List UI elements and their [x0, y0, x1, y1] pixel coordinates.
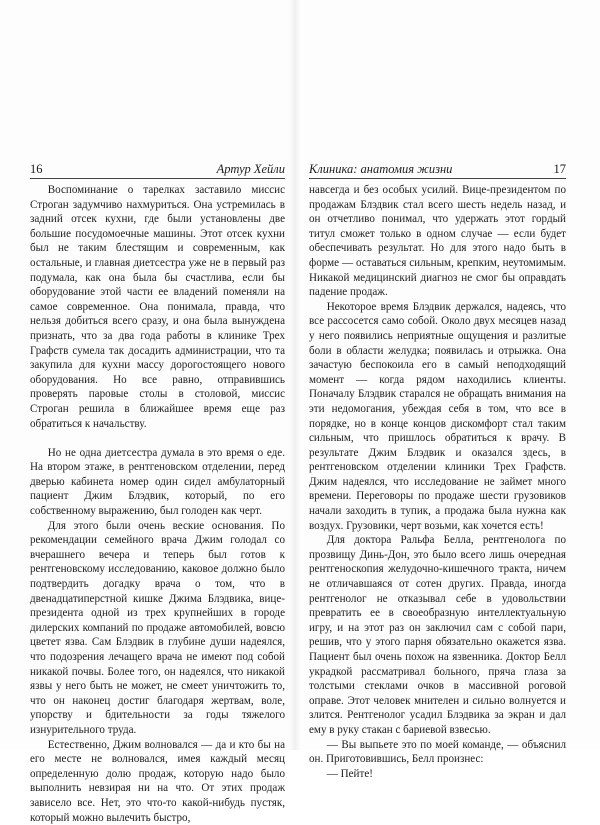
left-page [0, 0, 291, 824]
left-paragraph: Естественно, Джим волновался — да и кто бы на его месте не волновался, имея каждый месяц определенную долю продаж, которую надо было выполнить невзирая ни на что. От этих продаж зависело все. Нет, это что-то какой-нибудь пустяк, который можно вылечить быстро, [30, 738, 285, 824]
left-page-header [30, 160, 285, 178]
right-running-head: Клиника: анатомия жизни [309, 162, 453, 176]
right-page-body [309, 183, 566, 781]
right-page-number: 17 [553, 162, 566, 176]
left-header-rule [30, 178, 285, 179]
left-paragraph: Для этого были очень веские основания. По рекомендации семейного врача Джим голодал со вчерашнего вечера и теперь был готов к рентгеновскому исследованию, каковое должно было подтвердить догадку врача о том, что в двенадцатиперстной кишке Джима Блэдвика, вице-президента одной из трех крупнейших в городе дилерских компаний по продаже автомобилей, вовсю цветет язва. Сам Блэдвик в глубине души надеялся, что подозрения лечащего врача не имеют под собой никакой почвы. Более того, он надеялся, что никакой язвы у него быть не может, не смеет уничтожить то, что он наконец достиг благодаря жертвам, воле, упорству и бдительности за годы тяжелого изнурительного труда. [30, 519, 285, 736]
left-running-head: Артур Хейли [216, 162, 285, 176]
right-paragraph: навсегда и без особых усилий. Вице-президентом по продажам Блэдвик стал всего шесть недель назад, и он отчетливо понимал, что удержать этот гордый титул сможет только в одном случае — если будет обеспечивать результат. Но для этого надо быть в форме — оставаться сильным, крепким, неутомимым. Никакой медицинский диагноз не смог бы оправдать падение продаж. [309, 184, 566, 299]
left-paragraph: Но не одна диетсестра думала в это время о еде. На втором этаже, в рентгеновском отделении, перед дверью кабинета номер один сидел амбулаторный пациент Джим Блэдвик, который, по его собственному выражению, был голоден как черт. [30, 446, 285, 518]
dialogue-line: — Вы выпьете это по моей команде, — объяснил он. Приготовившись, Белл произнес: [309, 738, 566, 766]
right-paragraph: Некоторое время Блэдвик держался, надеясь, что все рассосется само собой. Около двух месяцев назад у него появились неприятные ощущения и разлитые боли в области желудка; появилась и отрыжка. Она зачастую беспокоила его в самый неподходящий момент — когда рядом находились клиенты. Поначалу Блэдвик старался не обращать внимания на эти недомогания, убеждая себя в том, что все в порядке, но в конце концов дискомфорт стал таким сильным, что пришлось обратиться к врачу. В результате Джим Блэдвик и оказался здесь, в рентгеновском отделении клиники Трех Графств. Джим надеялся, что исследование не займет много времени. Переговоры по продаже шести грузовиков начали заходить в тупик, а продажа была нужна как воздух. Грузовики, черт возьми, как хочется есть! [309, 300, 566, 532]
left-page-body [30, 183, 285, 825]
right-page [300, 0, 600, 780]
dialogue-line: — Пейте! [326, 767, 373, 780]
left-page-number: 16 [30, 162, 43, 176]
right-page-header [309, 160, 566, 178]
left-paragraph: Воспоминание о тарелках заставило миссис Строган задумчиво нахмуриться. Она устремилась в задний отсек кухни, где были установлены две большие посудомоечные машины. Этот отсек кухни был не таким блестящим и современным, как остальные, и главная диетсестра уже не в первый раз подумала, как она была бы счастлива, если бы оборудование этой части ее владений поменяли на самое современное. Она понимала, правда, что нельзя добиться всего сразу, и она была вынуждена признать, что за два года работы в клинике Трех Графств сумела так досадить администрации, что та закупила для кухни массу дорогостоящего нового оборудования. Но все равно, отправившись проверять паровые столы в столовой, миссис Строган решила в ближайшее время еще раз обратиться к начальству. [30, 184, 285, 430]
right-paragraph: Для доктора Ральфа Белла, рентгенолога по прозвищу Динь-Дон, это было всего лишь очередная рентгеноскопия желудочно-кишечного тракта, ничем не отличавшаяся от сотен других. Правда, иногда рентгенолог не отказывал себе в удовольствии превратить ее в своеобразную интеллектуальную игру, и на этот раз он заключил сам с собой пари, решив, что у этого парня обязательно окажется язва. Пациент был очень похож на язвенника. Доктор Белл украдкой рассматривал больного, пряча глаза за толстыми стеклами очков в массивной роговой оправе. Этот человек мнителен и сильно волнуется и злится. Рентгенолог усадил Блэдвика за экран и дал ему в руку стакан с бариевой взвесью. [309, 534, 566, 736]
right-header-rule [309, 178, 566, 179]
